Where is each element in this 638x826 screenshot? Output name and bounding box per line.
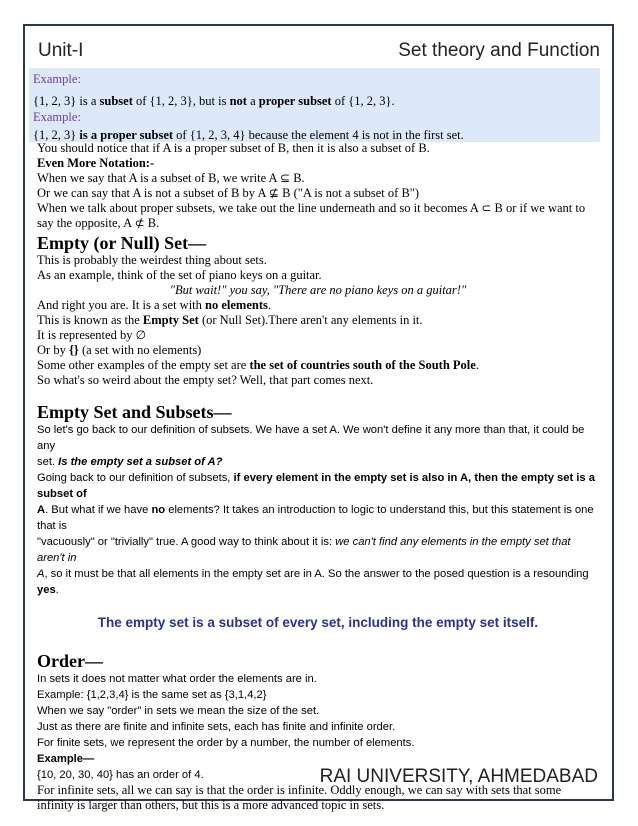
text-line: You should notice that if A is a proper subset of B, then it is also a subset of B. — [37, 141, 430, 155]
not-subset-eq-icon: ⊈ — [268, 186, 279, 200]
text-line: When we say that A is a subset of B, we write A ⊆ B. — [37, 171, 305, 185]
subsets-paragraph: So let's go back to our definition of subsets. We have a set A. We won't define it any more than that, it could be any set. Is the empty set a subset of A? Going back to our definition of subsets, if every element in the empty set is also in A, then the empty set is a subset of A. But what if we have no elements? It takes an introduction to logic to understand this, but this statement is one that is "vacuously" or "trivially" true. A good way to think about it is: we can't find any elements in the empty set that aren't in A, so it must be that all elements in the empty set are in A. So the answer to the posed question is a resounding yes. — [37, 424, 595, 596]
text-line: For infinite sets, all we can say is that the order is infinite. Oddly enough, we can say with sets that some — [37, 783, 562, 797]
subset-eq-icon: ⊆ — [280, 171, 291, 185]
text-line: say the opposite, A ⊄ B. — [37, 216, 160, 230]
text-line: This is known as the Empty Set (or Null Set).There aren't any elements in it. — [37, 313, 423, 327]
not-proper-subset-icon: ⊄ — [134, 216, 145, 230]
text-line: So what's so weird about the empty set? Well, that part comes next. — [37, 373, 374, 387]
example-text: {1, 2, 3} is a proper subset of {1, 2, 3, 4} because the element 4 is not in the first set. — [33, 128, 464, 142]
text-line: And right you are. It is a set with no elements. — [37, 298, 271, 312]
text-line: When we talk about proper subsets, we take out the line underneath and so it becomes A ⊂ B or if we want to — [37, 201, 586, 215]
university-footer: RAI UNIVERSITY, AHMEDABAD — [319, 766, 598, 787]
quote: "But wait!" you say, "There are no piano keys on a guitar!" — [169, 283, 467, 297]
section-title-empty-set: Empty (or Null) Set— — [37, 233, 207, 253]
example-label: Example: — [33, 72, 81, 86]
proper-subset-icon: ⊂ — [481, 201, 492, 215]
text-line: Or by {} (a set with no elements) — [37, 343, 202, 357]
notation-heading: Even More Notation:- — [37, 156, 155, 170]
text-line: Or we can say that A is not a subset of B by A ⊈ B ("A is not a subset of B") — [37, 186, 420, 200]
text-line: infinity is larger than others, but this is a more advanced topic in sets. — [37, 798, 385, 812]
section-title-empty-subsets: Empty Set and Subsets— — [37, 402, 232, 422]
empty-set-icon: ∅ — [135, 328, 147, 342]
order-paragraph: In sets it does not matter what order the elements are in. Example: {1,2,3,4} is the same set as {3,1,4,2} When we say "order" in sets we mean the size of the set. Just as there are finite and infinite sets, each has finite and infinite order. For finite sets, we represent the order by a number, the number of elements. Example— {10, 20, 30, 40} has an order of 4. — [37, 673, 415, 781]
example-label: Example: — [33, 110, 81, 124]
example-text: {1, 2, 3} is a subset of {1, 2, 3}, but is not a proper subset of {1, 2, 3}. — [33, 94, 395, 108]
section-title-order: Order— — [37, 651, 103, 671]
unit-label: Unit-I — [38, 40, 84, 61]
page-header — [38, 40, 600, 66]
main-content — [37, 141, 599, 813]
key-statement: The empty set is a subset of every set, including the empty set itself. — [97, 615, 539, 630]
example-box-1 — [29, 68, 600, 112]
example-box-2 — [29, 112, 600, 142]
text-line: This is probably the weirdest thing about sets. — [37, 253, 267, 267]
text-line: As an example, think of the set of piano keys on a guitar. — [37, 268, 322, 282]
text-line: It is represented by ∅ — [37, 328, 147, 342]
text-line: Some other examples of the empty set are the set of countries south of the South Pole. — [37, 358, 479, 372]
subject-title: Set theory and Function — [398, 40, 600, 61]
